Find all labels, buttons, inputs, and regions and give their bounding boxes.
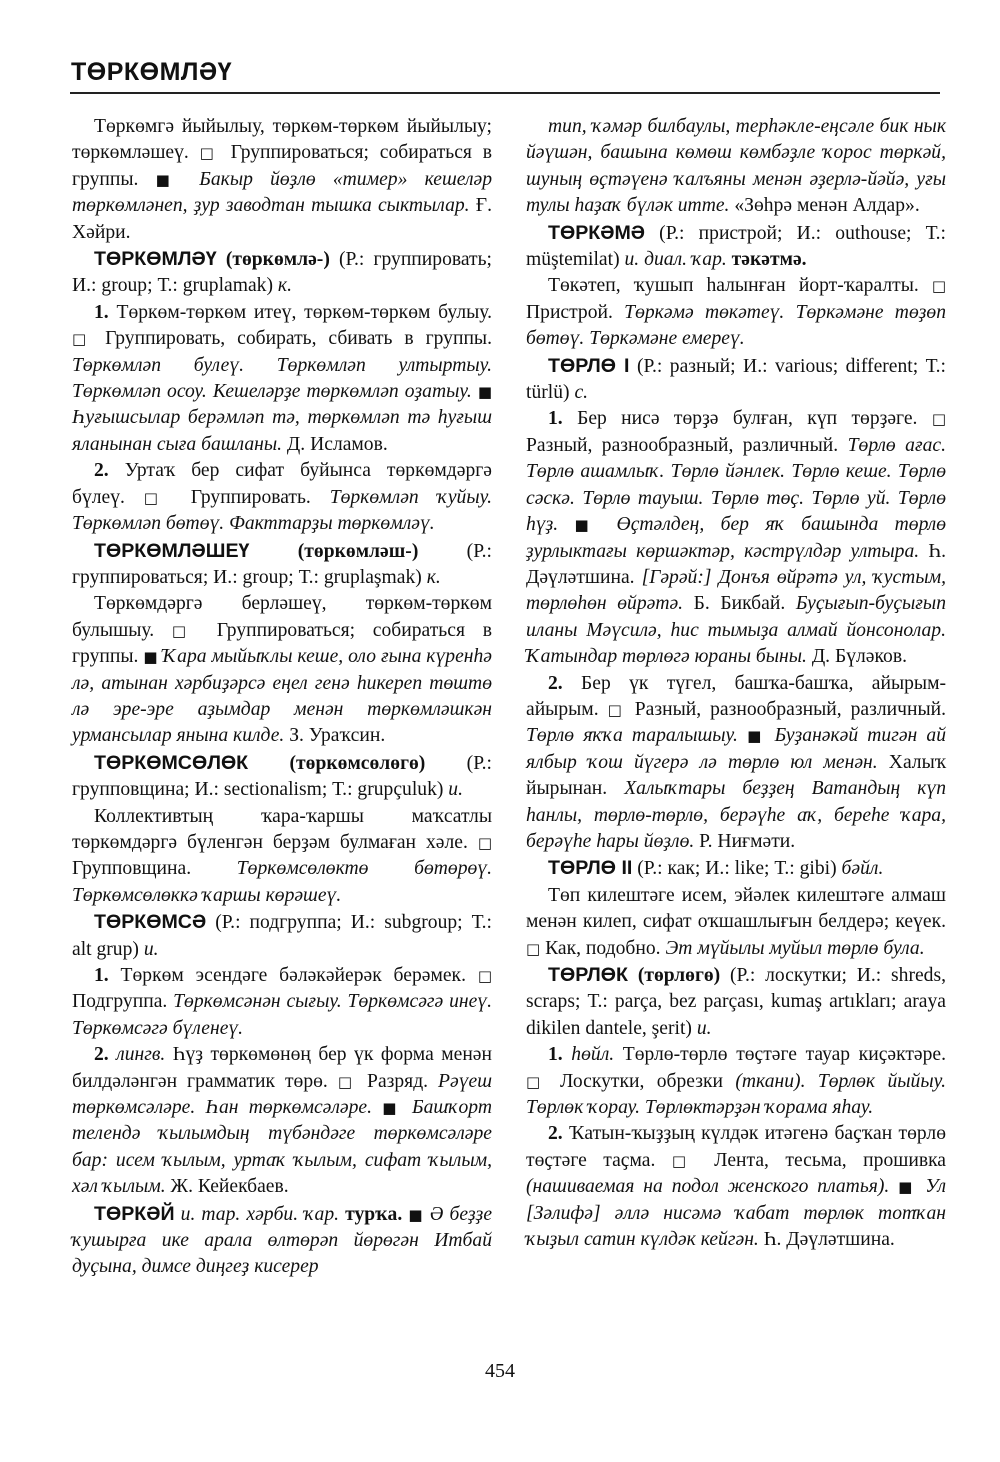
italic-text: Ә беҙҙе ҡушырға ике арала өлтөрәп йөрөгән Итбай дуҫына, димсе диңгеҙ кисерер bbox=[72, 1203, 493, 1278]
italic-text: Эт мүйылы муйыл төрлө була. bbox=[665, 937, 925, 959]
header-rule bbox=[70, 92, 940, 94]
dictionary-paragraph bbox=[526, 1042, 946, 1121]
text-run: Ғ. Хәйри. bbox=[72, 195, 492, 243]
text-run: «Зөһрә менән Алдар». bbox=[729, 195, 920, 217]
marker-symbol: □ bbox=[72, 330, 94, 349]
text-run: Бер үк түгел, башҡа-башҡа, айырым-айырым. bbox=[526, 672, 946, 720]
marker-symbol: □ bbox=[477, 967, 492, 985]
italic-text: Ул [Зәлифә] әллә нисәмә ҡабат төрлөк тотҡан ҡыҙыл сатин күлдәк кейгән. bbox=[526, 1176, 946, 1251]
marker-symbol: ■ bbox=[747, 727, 766, 746]
marker-symbol: ■ bbox=[382, 1099, 402, 1118]
text-run: Лоскутки, обрезки bbox=[547, 1070, 736, 1092]
text-run: Группироваться; собираться в группы. bbox=[72, 142, 492, 190]
bold-text: 2. bbox=[94, 1044, 109, 1066]
text-run: Разный, разнообразный, различный. bbox=[526, 434, 848, 456]
text-run bbox=[248, 753, 289, 774]
bold-text: 1. bbox=[94, 965, 109, 986]
marker-symbol: □ bbox=[607, 700, 626, 719]
italic-text: Рәүеш төркөмсәләре. Һан төркөмсәләре. bbox=[72, 1070, 492, 1119]
text-run bbox=[916, 1176, 925, 1197]
dictionary-paragraph bbox=[526, 671, 946, 856]
left-column bbox=[72, 114, 492, 1281]
dictionary-paragraph bbox=[72, 750, 492, 804]
dictionary-paragraph bbox=[72, 458, 492, 537]
dictionary-paragraph bbox=[72, 1201, 492, 1281]
text-run: (Р.: как; И.: like; Т.: gibi) bbox=[632, 858, 842, 880]
italic-text: Төрлө ағас. Төрлө ашамлыҡ. Төрлө йәнлек. Төрлө кеше. Төрлө сәскә. Төрлө тауыш. Төрлө төҫ. Төрлө уй. Төрлө һүҙ. bbox=[526, 434, 946, 536]
text-run: (Р.: разный; И.: various; different; Т.: türlü) bbox=[526, 355, 946, 404]
text-run: (Р.: групповщина; И.: sectionalism; Т.: grupçuluk) bbox=[72, 752, 492, 801]
dictionary-paragraph bbox=[526, 962, 946, 1042]
italic-text: Һуғышсылар берәмләп тә, төркөмләп тә һуғыш яланынан сыға башланы. bbox=[72, 407, 492, 455]
text-run: Төркөм-төркөм итеү, төркөм-төркөм булыу. bbox=[108, 301, 492, 323]
text-run: Как, подобно. bbox=[540, 937, 666, 959]
italic-text: и. bbox=[448, 779, 463, 801]
dictionary-paragraph bbox=[526, 273, 946, 352]
marker-symbol: ■ bbox=[898, 1178, 917, 1197]
text-run: Б. Бикбай. bbox=[683, 593, 796, 615]
marker-symbol: □ bbox=[931, 277, 946, 296]
headword: ТӨРЛӨК bbox=[548, 964, 628, 986]
text-run bbox=[182, 169, 199, 190]
bold-text: (төркөмсөлөгө) bbox=[289, 752, 426, 774]
italic-text: Төрлө яҡҡа таралышыу. bbox=[526, 725, 738, 747]
dictionary-paragraph bbox=[72, 300, 492, 458]
text-run: Һ. Дәүләтшина. bbox=[526, 540, 946, 588]
text-run bbox=[372, 1097, 382, 1118]
headword: ТӨРКӨМЛӘШЕҮ bbox=[94, 539, 250, 562]
text-run bbox=[889, 1176, 898, 1197]
bold-text: (төркөмлә-) bbox=[225, 249, 330, 271]
italic-text: Халыҡтары беҙҙең Ватандың күп һанлы, төрлө-төрлө, берәүһе аҡ, береһе ҡара, берәүһе һары йөҙлө. bbox=[526, 778, 947, 852]
italic-text: Башҡорт телендә ҡылымдың түбәндәге төркөмсәләре бар: исем ҡылым, уртаҡ ҡылым, сифат ҡылым, хәл ҡылым. bbox=[72, 1097, 492, 1198]
headword: ТӨРКӘМӘ bbox=[548, 221, 646, 244]
marker-symbol: □ bbox=[143, 488, 172, 507]
text-run: Бер нисә төрҙә булған, күп төрҙәге. bbox=[562, 408, 932, 430]
italic-text: и. диал. ҡар. bbox=[624, 249, 727, 271]
dictionary-paragraph bbox=[526, 353, 946, 407]
italic-text: и. bbox=[143, 938, 159, 960]
text-run: Һүҙ төркөмөнөң бер үк форма менән билдәләнгән грамматик төрө. bbox=[72, 1044, 492, 1092]
italic-text: Төркөмсөлөктө бөтөрөү. Төркөмсөлөккә ҡаршы көрәшеү. bbox=[72, 858, 492, 906]
marker-symbol: □ bbox=[171, 621, 199, 640]
text-run: З. Ураҡсин. bbox=[284, 725, 386, 747]
text-run: Һ. Дәүләтшина. bbox=[758, 1229, 895, 1251]
headword: ТӨРЛӨ I bbox=[548, 354, 630, 377]
text-run: Төркөм эсендәге бәләкәйерәк берәмек. bbox=[108, 965, 478, 986]
text-run: Төрлө-төрлө төҫтәге тауар киҫәктәре. bbox=[614, 1044, 946, 1066]
italic-text: тип, ҡәмәр билбаулы, терһәкле-еңсәле бик нык йәүшән, башына көмөш көмбәҙле ҡорос төркәй, шуның өҫтәүенә ҡалъяны менән әҙерлә-йәйә, уғы тулы һаҙаҡ бүләк итте. bbox=[526, 116, 946, 217]
marker-symbol: □ bbox=[526, 1072, 548, 1091]
text-run: Уртаҡ бер сифат буйынса төркөмдәргә бүлеү. bbox=[72, 460, 492, 508]
text-run: Группировать. bbox=[171, 486, 330, 508]
italic-text: и. bbox=[696, 1017, 712, 1039]
dictionary-paragraph bbox=[72, 591, 492, 749]
italic-text: (нашиваемая на подол женского платья). bbox=[526, 1176, 890, 1198]
text-run: (Р.: пристрой; И.: outhouse; Т.: müştemilat) bbox=[526, 222, 946, 271]
italic-text: и. тар. хәрби. ҡар. bbox=[180, 1203, 340, 1225]
text-run: Төкәтеп, ҡушып һалынған йорт-ҡаралты. bbox=[548, 275, 932, 297]
text-run: Групповщина. bbox=[72, 858, 237, 880]
page-number: 454 bbox=[485, 1360, 515, 1382]
dictionary-paragraph bbox=[526, 883, 946, 962]
text-run: (Р.: подгруппа; И.: subgroup; Т.: alt grup) bbox=[72, 912, 492, 960]
dictionary-paragraph bbox=[72, 909, 492, 963]
italic-text: Төркөмләп ҡуйыу. Төркөмләп бөтөү. Факттарҙы төркөмләү. bbox=[72, 486, 492, 535]
headword: ТӨРКӨМСӨЛӨК bbox=[94, 751, 249, 774]
text-run bbox=[738, 725, 747, 746]
italic-text: лингв. bbox=[116, 1044, 166, 1066]
dictionary-paragraph bbox=[72, 538, 492, 592]
bold-text: (төркөмләш-) bbox=[297, 540, 419, 562]
text-run: Лента, тесьма, прошивка bbox=[697, 1149, 946, 1171]
italic-text: һөйл. bbox=[571, 1044, 615, 1066]
dictionary-paragraph bbox=[72, 963, 492, 1042]
italic-text: Өҫтәлдең, бер яҡ башында төрлө ҙурлыктағы көршәктәр, кәстрүлдәр ултыра. bbox=[526, 514, 946, 562]
dictionary-paragraph bbox=[72, 246, 492, 300]
dictionary-paragraph bbox=[72, 1042, 492, 1200]
dictionary-paragraph bbox=[526, 114, 946, 220]
text-run: Пристрой. bbox=[526, 301, 625, 323]
marker-symbol: □ bbox=[931, 410, 946, 429]
italic-text: Ҡара мыйыҡлы кеше, оло ғына күренһә лә, атынан хәрбиҙәрсә еңел генә һикереп төштө лә эре-эре аҙымдар менән төркөмләшкән урмансылар янына килде. bbox=[72, 646, 492, 747]
text-run: Коллективтың ҡара-ҡаршы маҡсатлы төркөмдәргә бүленгән берҙәм булмаған хәле. bbox=[72, 805, 492, 853]
bold-text: турҡа. bbox=[345, 1203, 403, 1225]
marker-symbol: □ bbox=[671, 1151, 698, 1170]
bold-text: 1. bbox=[94, 301, 109, 323]
text-run bbox=[600, 514, 616, 535]
text-run: Р. Ниғмәти. bbox=[694, 830, 796, 852]
dictionary-paragraph bbox=[526, 1121, 946, 1253]
text-run: (Р.: лоскутки; И.: shreds, scraps; Т.: parça, bez parçası, kumaş artıkları; araya dikilen dantele, şerit) bbox=[526, 965, 946, 1039]
text-run: Группировать, собирать, сбивать в группы. bbox=[93, 328, 492, 350]
bold-text: 2. bbox=[94, 460, 109, 482]
bold-text: (төрлөгө) bbox=[637, 965, 721, 986]
text-run bbox=[628, 965, 638, 986]
text-run bbox=[249, 541, 297, 562]
headword: ТӨРКӘЙ bbox=[94, 1202, 175, 1225]
right-column bbox=[526, 114, 946, 1253]
marker-symbol: □ bbox=[337, 1072, 358, 1091]
marker-symbol: □ bbox=[526, 939, 541, 958]
text-run: Группироваться; собираться в группы. bbox=[72, 619, 492, 668]
text-run: Ж. Кейекбаев. bbox=[165, 1176, 289, 1198]
dictionary-paragraph bbox=[526, 220, 946, 274]
headword: ТӨРКӨМСӘ bbox=[94, 911, 207, 934]
marker-symbol: ■ bbox=[408, 1205, 424, 1224]
italic-text: (ткани). Төрлөк йыйыу. Төрлөк ҡорау. Төрлөктәрҙән ҡорама яһау. bbox=[526, 1070, 946, 1119]
italic-text: [Гәрәй:] Донъя өйрәтә ул, ҡустым, төрлөһөн өйрәтә. bbox=[526, 566, 947, 615]
text-run bbox=[217, 249, 226, 270]
italic-text: Төркөмсәнән сығыу. Төркөмсәгә инеү. Төркөмсәгә бүленеү. bbox=[72, 991, 492, 1039]
text-run bbox=[558, 514, 574, 535]
marker-symbol: ■ bbox=[477, 383, 492, 402]
text-run: Төп килештәге исем, эйәлек килештәге алмаш менән килеп, сифат оҡшашлығын белдерә; кеүек. bbox=[526, 884, 946, 933]
running-head: ТӨРКӨМЛӘҮ bbox=[71, 58, 233, 86]
italic-text: к. bbox=[426, 566, 441, 588]
dictionary-paragraph bbox=[526, 406, 946, 670]
marker-symbol: □ bbox=[477, 833, 492, 852]
text-run: Төркөмгә йыйылыу, төркөм-төркөм йыйылыу; төркөмләшеү. bbox=[72, 116, 492, 164]
text-run bbox=[402, 1097, 412, 1118]
text-run: (Р.: группировать; И.: group; Т.: gruplamak) bbox=[72, 249, 492, 297]
headword: ТӨРКӨМЛӘҮ bbox=[94, 248, 217, 271]
marker-symbol: ■ bbox=[143, 648, 158, 667]
marker-symbol: □ bbox=[199, 144, 220, 163]
text-run: Халыҡ йырынан. bbox=[526, 751, 946, 800]
marker-symbol: ■ bbox=[574, 516, 601, 535]
marker-symbol: ■ bbox=[155, 170, 183, 189]
text-run: Разряд. bbox=[357, 1070, 439, 1092]
italic-text: с. bbox=[574, 382, 589, 404]
italic-text: бәйл. bbox=[841, 858, 884, 880]
text-run: (Р.: группироваться; И.: group; Т.: gruplaşmak) bbox=[72, 540, 492, 588]
dictionary-paragraph bbox=[526, 855, 946, 882]
italic-text: Төркөмләп булеү. Төркөмләп ултыртыу. Төркөмләп осоу. Кешеләрҙе төркөмләп оҙатыу. bbox=[72, 354, 492, 403]
text-run bbox=[563, 1044, 572, 1065]
text-run: Подгруппа. bbox=[72, 991, 174, 1013]
text-run: Төркөмдәргә берләшеү, төркөм-төркөм булышыу. bbox=[72, 593, 492, 641]
text-run: Разный, разнообразный, различный. bbox=[625, 698, 946, 720]
headword: ТӨРЛӨ II bbox=[548, 857, 633, 880]
bold-text: 2. bbox=[548, 672, 563, 694]
text-run: Ҡатын-ҡыҙҙың күлдәк итәгенә баҫҡан төрлө төҫтәге таҫма. bbox=[526, 1123, 946, 1171]
italic-text: Бакыр йөҙлө «тимер» кешеләр төркөмләнеп, ҙур заводтан тышка сыктылар. bbox=[72, 168, 492, 217]
italic-text: Буҙанәкәй тигән ай ялбыр ҡош йүгерә лә төрлө юл менән. bbox=[526, 725, 946, 773]
italic-text: к. bbox=[277, 275, 292, 297]
bold-text: 2. bbox=[548, 1123, 563, 1145]
italic-text: Буҫығып-буҫығып иланы Мәүсилә, һис тымыҙа алмай йонсонолар. Ҡатындар төрлөгә юраны быны. bbox=[526, 593, 946, 668]
italic-text: Төркәмә төкәтеү. Төркәмәне төҙөп бөтөү. Төркәмәне емереү. bbox=[526, 301, 946, 350]
text-run: Д. Исламов. bbox=[282, 433, 388, 455]
text-run: Д. Бүләков. bbox=[806, 646, 907, 668]
bold-text: 1. bbox=[548, 408, 563, 430]
bold-text: 1. bbox=[548, 1044, 563, 1066]
text-run bbox=[765, 725, 774, 746]
bold-text: тәкәтмә. bbox=[731, 249, 807, 271]
dictionary-paragraph bbox=[72, 114, 492, 246]
dictionary-paragraph bbox=[72, 804, 492, 910]
